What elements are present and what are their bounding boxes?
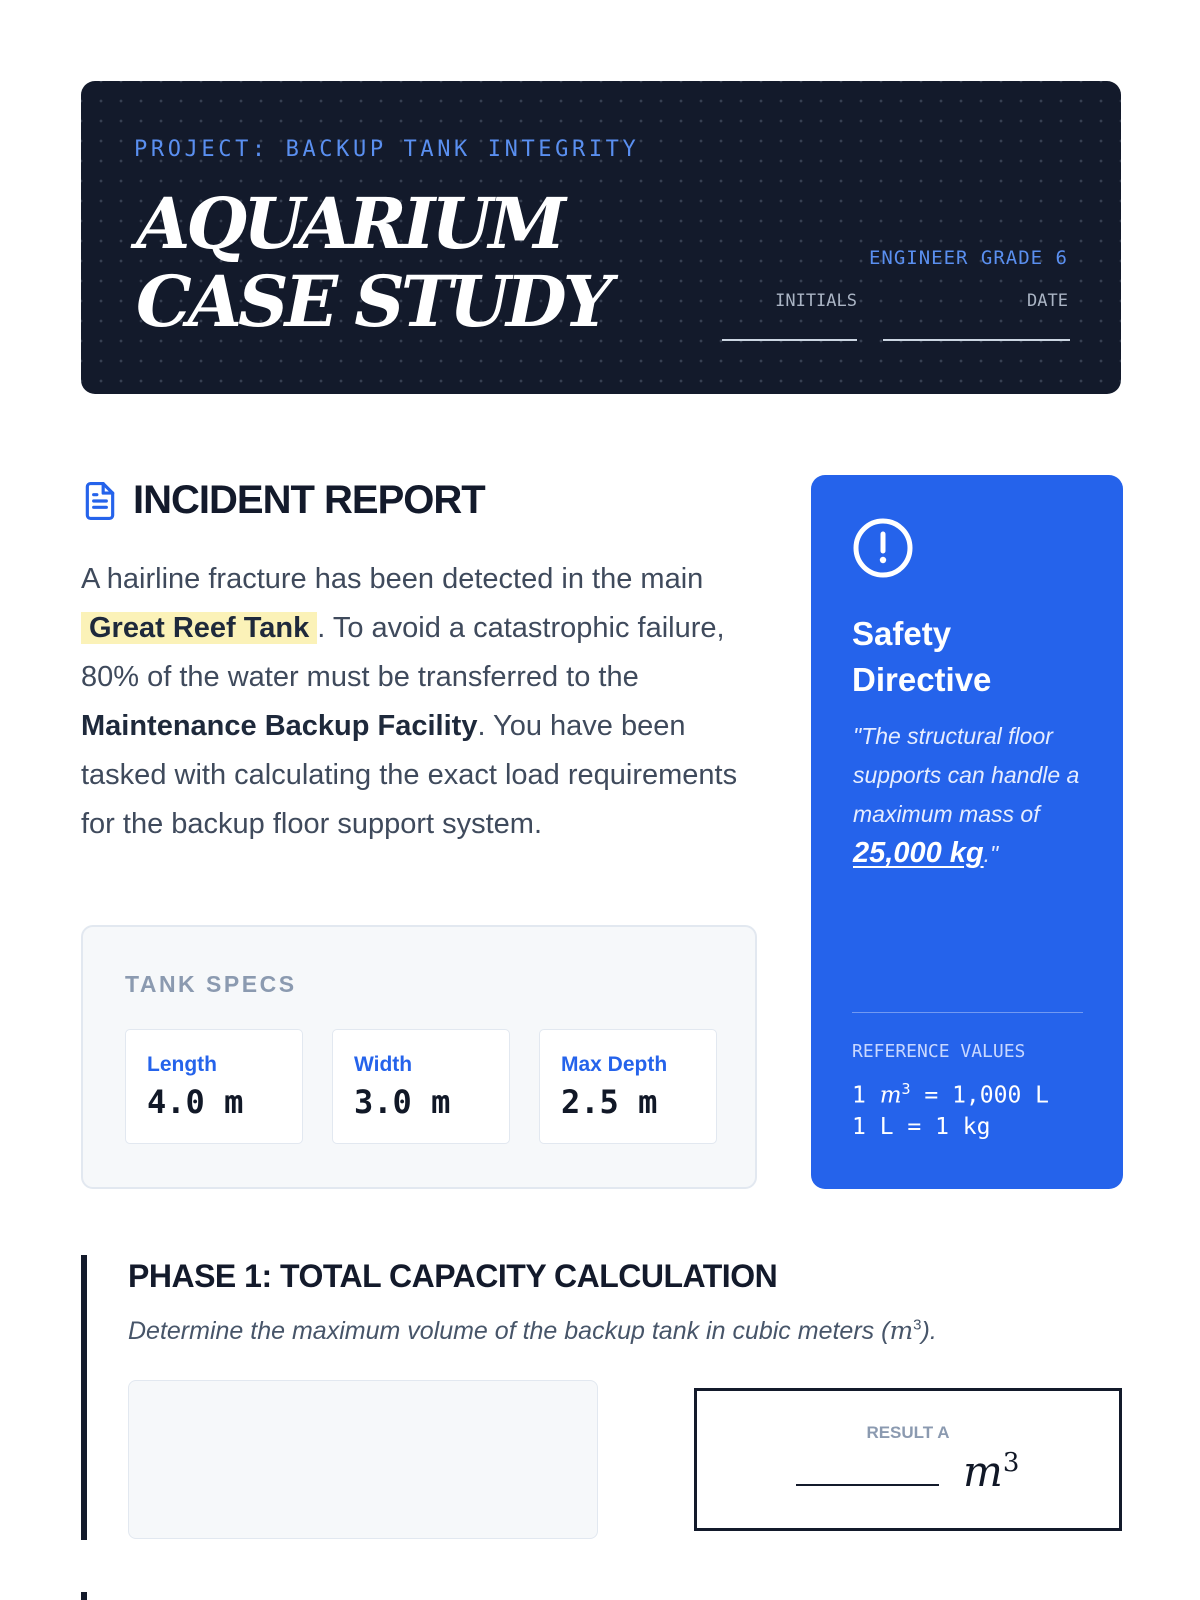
alert-circle-icon xyxy=(852,517,914,579)
ref-part: 1 xyxy=(852,1082,880,1109)
quote-end: ." xyxy=(983,841,999,867)
facility-name: Maintenance Backup Facility xyxy=(81,710,478,742)
reference-value-1 xyxy=(852,1080,1049,1109)
incident-text-2: . To avoid a catastrophic failure, 80% of the water must be transferred to the xyxy=(81,612,725,693)
divider xyxy=(852,1012,1083,1013)
spec-card-length xyxy=(125,1029,303,1144)
project-label: PROJECT: BACKUP TANK INTEGRITY xyxy=(134,137,640,162)
ref-part: = 1,000 L xyxy=(910,1082,1050,1109)
spec-value: 3.0 m xyxy=(354,1083,451,1121)
next-phase-accent-bar xyxy=(81,1592,87,1600)
directive-quote xyxy=(853,717,1093,874)
initials-label: INITIALS xyxy=(775,291,857,311)
spec-card-width xyxy=(332,1029,510,1144)
desc-text: ). xyxy=(921,1317,937,1345)
spec-card-max-depth xyxy=(539,1029,717,1144)
spec-name: Max Depth xyxy=(561,1053,668,1076)
result-a-label: RESULT A xyxy=(866,1423,950,1442)
phase-1-description xyxy=(128,1316,937,1346)
incident-paragraph xyxy=(81,555,761,849)
max-mass-value: 25,000 kg xyxy=(853,837,984,869)
header-banner xyxy=(81,81,1121,394)
result-a-unit xyxy=(963,1447,1019,1496)
reference-value-2: 1 L = 1 kg xyxy=(852,1114,991,1140)
spec-value: 2.5 m xyxy=(561,1083,658,1121)
phase-accent-bar xyxy=(81,1255,87,1540)
incident-text-1: A hairline fracture has been detected in the main xyxy=(81,563,704,595)
tank-specs-label: TANK SPECS xyxy=(125,971,297,997)
quote-text: "The structural floor supports can handle a maximum mass of xyxy=(853,723,1080,827)
phase-1-title: PHASE 1: TOTAL CAPACITY CALCULATION xyxy=(128,1258,778,1294)
result-a-box xyxy=(694,1388,1122,1531)
page-title xyxy=(136,182,609,343)
desc-unit: m xyxy=(889,1316,914,1345)
incident-heading xyxy=(81,478,485,523)
ref-exponent: 3 xyxy=(901,1080,911,1098)
work-area[interactable] xyxy=(128,1380,598,1539)
ref-unit: m xyxy=(879,1082,902,1109)
spec-name: Length xyxy=(147,1053,217,1076)
spec-name: Width xyxy=(354,1053,413,1076)
desc-text: Determine the maximum volume of the backup tank in cubic meters ( xyxy=(128,1317,890,1345)
unit-exponent: 3 xyxy=(1002,1448,1020,1478)
reference-label: REFERENCE VALUES xyxy=(852,1041,1026,1062)
spec-value: 4.0 m xyxy=(147,1083,244,1121)
title-line-1: AQUARIUM xyxy=(136,182,562,265)
highlighted-tank-name: Great Reef Tank xyxy=(81,612,317,644)
safety-directive-card xyxy=(811,475,1123,1189)
directive-title: Safety Directive xyxy=(852,615,992,698)
date-field[interactable] xyxy=(883,339,1070,341)
title-line-2: CASE STUDY xyxy=(136,260,609,343)
initials-field[interactable] xyxy=(722,339,857,341)
grade-label: ENGINEER GRADE 6 xyxy=(868,247,1068,269)
desc-exponent: 3 xyxy=(913,1316,922,1334)
date-label: DATE xyxy=(1027,291,1068,311)
document-icon xyxy=(81,480,119,522)
unit-symbol: m xyxy=(963,1447,1003,1496)
incident-title: INCIDENT REPORT xyxy=(133,478,485,522)
result-a-answer-field[interactable] xyxy=(796,1484,939,1486)
tank-specs-panel xyxy=(81,925,757,1189)
incident-text-3: . You have been tasked with calculating the exact load requirements for the backup floor support system. xyxy=(81,710,738,840)
